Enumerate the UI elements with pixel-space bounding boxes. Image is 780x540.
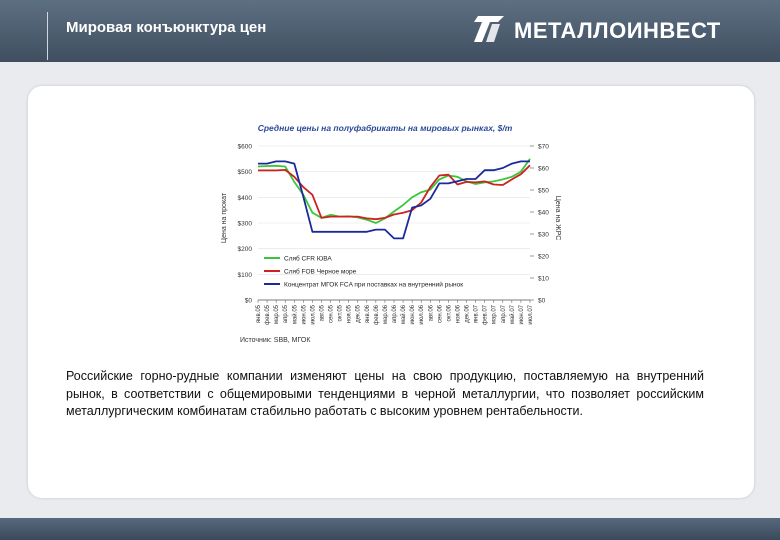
series-line-3 xyxy=(258,161,530,238)
x-tick-label: апр.07 xyxy=(500,305,507,324)
x-tick-label: апр.06 xyxy=(392,305,398,324)
description-text: Российские горно-рудные компании изменяют цены на свою продукцию, поставляемую на внутренний рынок, в соответствии с общемировыми тенденциями в черной металлургии, что позволяет российским металлургическим комбинатам стабильно работать с высоким уровнем рентабельности. xyxy=(66,369,704,418)
x-tick-label: ноя.06 xyxy=(455,305,462,324)
x-tick-label: янв.05 xyxy=(256,305,262,324)
x-tick-label: мар.05 xyxy=(274,305,281,325)
right-tick-label: $0 xyxy=(538,297,546,305)
chart-legend xyxy=(264,255,463,289)
right-tick-label: $30 xyxy=(538,231,549,239)
chart-gridlines xyxy=(258,146,530,300)
x-tick-label: июн.05 xyxy=(301,305,308,325)
footer-bar xyxy=(0,518,780,540)
header-divider xyxy=(47,12,48,60)
left-tick-label: $600 xyxy=(237,143,252,151)
x-tick-label: ноя.05 xyxy=(346,305,353,324)
x-tick-label: янв.07 xyxy=(473,305,480,324)
x-tick-label: мар.07 xyxy=(491,305,498,325)
right-tick-label: $20 xyxy=(538,253,549,261)
right-axis-ticks xyxy=(530,144,549,305)
x-tick-label: май.07 xyxy=(509,305,516,325)
left-tick-label: $100 xyxy=(237,271,252,279)
chart-title: Средние цены на полуфабрикаты на мировых рынках, $/т xyxy=(257,123,513,133)
x-tick-label: апр.05 xyxy=(283,305,290,324)
left-axis-ticks xyxy=(238,144,253,305)
x-tick-label: сен.06 xyxy=(437,305,444,323)
brand-name: МЕТАЛЛОИНВЕСТ xyxy=(514,18,721,43)
x-tick-label: май.06 xyxy=(401,305,408,325)
x-tick-label: авг.06 xyxy=(428,305,435,322)
x-tick-label: июл.07 xyxy=(528,305,534,325)
left-tick-label: $300 xyxy=(237,220,252,228)
right-tick-label: $40 xyxy=(538,209,549,217)
right-tick-label: $60 xyxy=(538,165,549,173)
x-tick-label: окт.06 xyxy=(446,305,453,322)
x-tick-label: июн.06 xyxy=(410,305,417,325)
left-tick-label: $500 xyxy=(237,169,252,177)
page-title: Мировая конъюнктура цен xyxy=(66,19,267,36)
x-tick-label: дек.05 xyxy=(355,305,362,323)
x-axis-ticks xyxy=(256,300,534,325)
right-tick-label: $70 xyxy=(538,143,549,151)
left-tick-label: $0 xyxy=(244,297,252,305)
x-tick-label: авг.05 xyxy=(319,305,326,322)
x-tick-label: фев.06 xyxy=(373,305,380,325)
x-tick-label: сен.05 xyxy=(328,305,335,323)
series-line-1 xyxy=(258,159,530,223)
legend-label-3: Концентрат МГОК FCA при поставках на внутренний рынок xyxy=(284,281,464,289)
x-tick-label: июн.07 xyxy=(518,305,525,325)
x-tick-label: фев.05 xyxy=(265,305,272,325)
right-axis-label: Цена на ЖРС xyxy=(554,195,561,241)
logo-mark-icon xyxy=(470,14,510,44)
x-tick-label: дек.06 xyxy=(464,305,471,323)
x-tick-label: фев.07 xyxy=(482,305,489,325)
legend-label-2: Сляб FOB Черное море xyxy=(284,268,357,276)
x-tick-label: июл.05 xyxy=(310,305,317,325)
right-tick-label: $10 xyxy=(538,275,549,283)
x-tick-label: июл.06 xyxy=(419,305,426,325)
left-axis-label: Цена на прокат xyxy=(221,192,228,244)
legend-label-1: Сляб CFR ЮВА xyxy=(284,255,332,263)
right-tick-label: $50 xyxy=(538,187,549,195)
left-tick-label: $200 xyxy=(237,246,252,254)
chart-series xyxy=(258,159,530,239)
x-tick-label: май.05 xyxy=(292,305,299,325)
price-chart xyxy=(200,120,570,350)
header-bar xyxy=(0,0,780,62)
left-tick-label: $400 xyxy=(237,194,252,202)
x-tick-label: мар.06 xyxy=(382,305,389,325)
x-tick-label: окт.05 xyxy=(337,305,344,322)
chart-source: Источник: SBB, МГОК xyxy=(240,337,311,344)
x-tick-label: янв.06 xyxy=(364,305,371,324)
